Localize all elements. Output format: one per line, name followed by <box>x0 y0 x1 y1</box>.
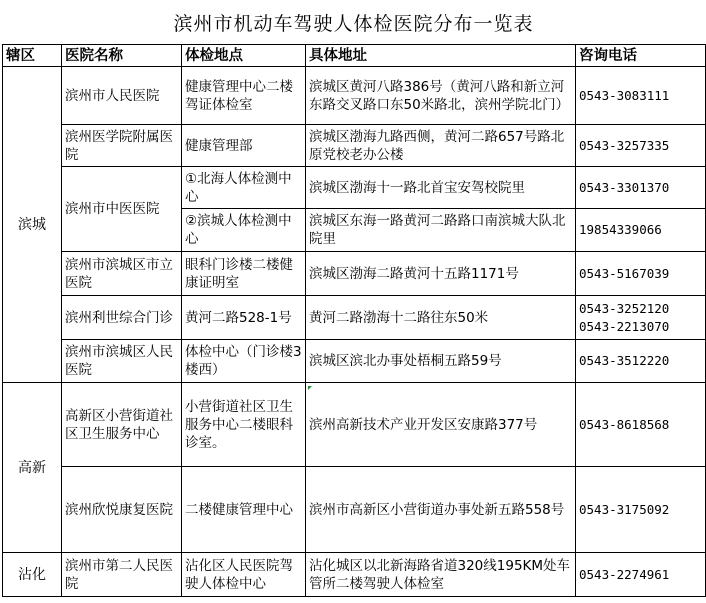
hospital-list-sheet <box>2 0 705 603</box>
hospital-name: 滨州医学院附属医院 <box>62 125 182 167</box>
address: 滨城区黄河八路386号（黄河八路和新立河东路交叉路口东50米路北，滨州学院北门） <box>306 67 576 125</box>
phone-number: 0543-8618568 <box>579 416 670 432</box>
exam-site: 黄河二路528-1号 <box>182 296 306 340</box>
cell-comment-marker <box>308 386 312 390</box>
address: 滨城区滨北办事处梧桐五路59号 <box>306 340 576 383</box>
address: 滨城区东海一路黄河二路路口南滨城大队北院里 <box>306 209 576 252</box>
phone <box>576 553 706 597</box>
address: 黄河二路渤海十二路往东50米 <box>306 296 576 340</box>
phone <box>576 383 706 467</box>
phone-number: 0543-3301370 <box>579 179 670 195</box>
exam-site: ②滨城人体检测中心 <box>182 209 306 252</box>
hospital-name: 高新区小营街道社区卫生服务中心 <box>62 383 182 467</box>
phone-number: 0543-3083111 <box>579 87 670 103</box>
table-row <box>3 125 706 167</box>
phone-number: 0543-5167039 <box>579 265 670 281</box>
hospital-name: 滨州市中医医院 <box>62 167 182 252</box>
address: 滨城区渤海二路黄河十五路1171号 <box>306 252 576 296</box>
phone <box>576 125 706 167</box>
phone-number: 19854339066 <box>579 222 662 237</box>
hospital-name: 滨州欣悦康复医院 <box>62 467 182 553</box>
hospital-name: 滨州市人民医院 <box>62 67 182 125</box>
exam-site: 健康管理中心二楼驾证体检室 <box>182 67 306 125</box>
district-zhanhua: 沾化 <box>3 553 62 597</box>
phone <box>576 167 706 209</box>
phone <box>576 209 706 252</box>
hospital-name: 滨州市第二人民医院 <box>62 553 182 597</box>
phone-number: 0543-3257335 <box>579 137 670 153</box>
phone-number: 0543-2274961 <box>579 566 670 582</box>
table-row <box>3 296 706 340</box>
address: 沾化城区以北新海路省道320线195KM处车管所二楼驾驶人体检室 <box>306 553 576 597</box>
phone-number: 0543-3512220 <box>579 353 670 368</box>
hospital-name: 滨州利世综合门诊 <box>62 296 182 340</box>
hospital-name: 滨州市滨城区市立医院 <box>62 252 182 296</box>
address: 滨城区渤海九路西侧，黄河二路657号路北原党校老办公楼 <box>306 125 576 167</box>
exam-site: 健康管理部 <box>182 125 306 167</box>
address: 滨州市高新区小营街道办事处新五路558号 <box>306 467 576 553</box>
table-row <box>3 67 706 125</box>
table-row <box>3 340 706 383</box>
phone <box>576 467 706 553</box>
address: 滨城区渤海十一路北首宝安驾校院里 <box>306 167 576 209</box>
header-phone: 咨询电话 <box>576 45 706 67</box>
district-bincheng: 滨城 <box>3 67 62 383</box>
exam-site: 体检中心（门诊楼3楼西） <box>182 340 306 383</box>
exam-site: 小营街道社区卫生服务中心二楼眼科诊室。 <box>182 383 306 467</box>
table-row <box>3 553 706 597</box>
phone <box>576 67 706 125</box>
phone-number: 0543-3175092 <box>579 501 670 517</box>
exam-site: 沾化区人民医院驾驶人体检中心 <box>182 553 306 597</box>
phone-number: 0543-3252120 <box>579 300 670 316</box>
table-row <box>3 467 706 553</box>
address: 滨州高新技术产业开发区安康路377号 <box>306 383 576 467</box>
exam-site: ①北海人体检测中心 <box>182 167 306 209</box>
district-gaoxin: 高新 <box>3 383 62 553</box>
exam-site: 二楼健康管理中心 <box>182 467 306 553</box>
header-site: 体检地点 <box>182 45 306 67</box>
sheet-title: 滨州市机动车驾驶人体检医院分布一览表 <box>173 12 534 35</box>
hospital-name: 滨州市滨城区人民医院 <box>62 340 182 383</box>
header-district: 辖区 <box>3 45 62 67</box>
header-hospital: 医院名称 <box>62 45 182 67</box>
table-row <box>3 252 706 296</box>
phone-number: 0543-2213070 <box>579 318 670 334</box>
header-address: 具体地址 <box>306 45 576 67</box>
table-row <box>3 167 706 209</box>
header-row <box>3 45 706 67</box>
phone <box>576 296 706 340</box>
table-row <box>3 383 706 467</box>
exam-site: 眼科门诊楼二楼健康证明室 <box>182 252 306 296</box>
phone <box>576 252 706 296</box>
phone <box>576 340 706 383</box>
hospital-table <box>2 44 706 597</box>
